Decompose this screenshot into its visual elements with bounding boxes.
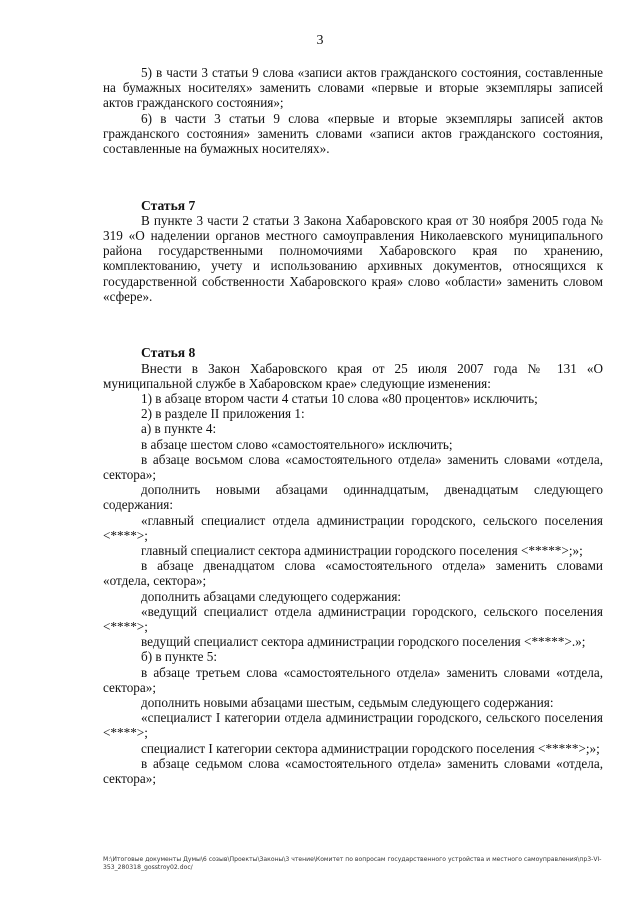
file-path-footer: M:\Итоговые документы Думы\6 созыв\Проекты\Законы\3 чтение\Комитет по вопросам государственного устройства и местного самоуправления\пр3-VI-353_280318_gosstroy02.doc/: [103, 856, 602, 871]
body-paragraph: в абзаце восьмом слова «самостоятельного отдела» заменить словами «отдела, сектора»;: [103, 451, 603, 483]
article-heading: Статья 7: [141, 197, 196, 213]
document-body: [103, 65, 603, 786]
body-paragraph: главный специалист сектора администрации городского поселения <*****>;»;: [141, 543, 583, 559]
body-paragraph: в абзаце шестом слово «самостоятельного» исключить;: [141, 436, 453, 452]
section-spacer: [103, 169, 603, 184]
body-paragraph: 5) в части 3 статьи 9 слова «записи актов гражданского состояния, составленные на бумажных носителях» заменить словами «первые и вторые экземпляры записей актов гражданского состояния»;: [103, 65, 603, 111]
body-paragraph: ведущий специалист сектора администрации городского поселения <*****>.»;: [141, 634, 586, 650]
body-paragraph: В пункте 3 части 2 статьи 3 Закона Хабаровского края от 30 ноября 2005 года № 319 «О наделении органов местного самоуправления Николаевского муниципального района государственными полномочиями Хабаровского края по хранению, комплектованию, учету и использованию архивных документов, относящихся к государственной собственности Хабаровского края» слово «области» заменить словом «сфере».: [103, 212, 603, 304]
body-paragraph: б) в пункте 5:: [141, 649, 218, 665]
page-number: 3: [316, 33, 324, 48]
body-paragraph: Внести в Закон Хабаровского края от 25 июля 2007 года № 131 «О муниципальной службе в Хабаровском крае» следующие изменения:: [103, 360, 603, 391]
body-paragraph: дополнить новыми абзацами одиннадцатым, двенадцатым следующего содержания:: [103, 482, 603, 513]
article-heading: Статья 8: [141, 345, 196, 361]
body-paragraph: в абзаце седьмом слова «самостоятельного отдела» заменить словами «отдела, сектора»;: [103, 755, 603, 787]
body-paragraph: «ведущий специалист отдела администрации городского, сельского поселения <****>;: [103, 603, 603, 635]
body-paragraph: а) в пункте 4:: [141, 421, 217, 437]
body-paragraph: 2) в разделе II приложения 1:: [141, 406, 305, 422]
section-spacer: [103, 317, 603, 332]
body-paragraph: специалист I категории сектора администрации городского поселения <*****>;»;: [141, 740, 600, 756]
body-paragraph: 1) в абзаце втором части 4 статьи 10 слова «80 процентов» исключить;: [141, 391, 538, 406]
body-paragraph: «главный специалист отдела администрации городского, сельского поселения <****>;: [103, 512, 603, 543]
body-paragraph: дополнить новыми абзацами шестым, седьмым следующего содержания:: [141, 695, 554, 711]
body-paragraph: в абзаце третьем слова «самостоятельного отдела» заменить словами «отдела, сектора»;: [103, 664, 603, 695]
body-paragraph: 6) в части 3 статьи 9 слова «первые и вторые экземпляры записей актов гражданского состояния» заменить словами «записи актов гражданского состояния, составленные на бумажных носителях».: [103, 110, 603, 157]
body-paragraph: «специалист I категории отдела администрации городского, сельского поселения <****>;: [103, 710, 603, 741]
body-paragraph: дополнить абзацами следующего содержания:: [141, 588, 402, 604]
body-paragraph: в абзаце двенадцатом слова «самостоятельного отдела» заменить словами «отдела, сектора»;: [103, 558, 603, 589]
